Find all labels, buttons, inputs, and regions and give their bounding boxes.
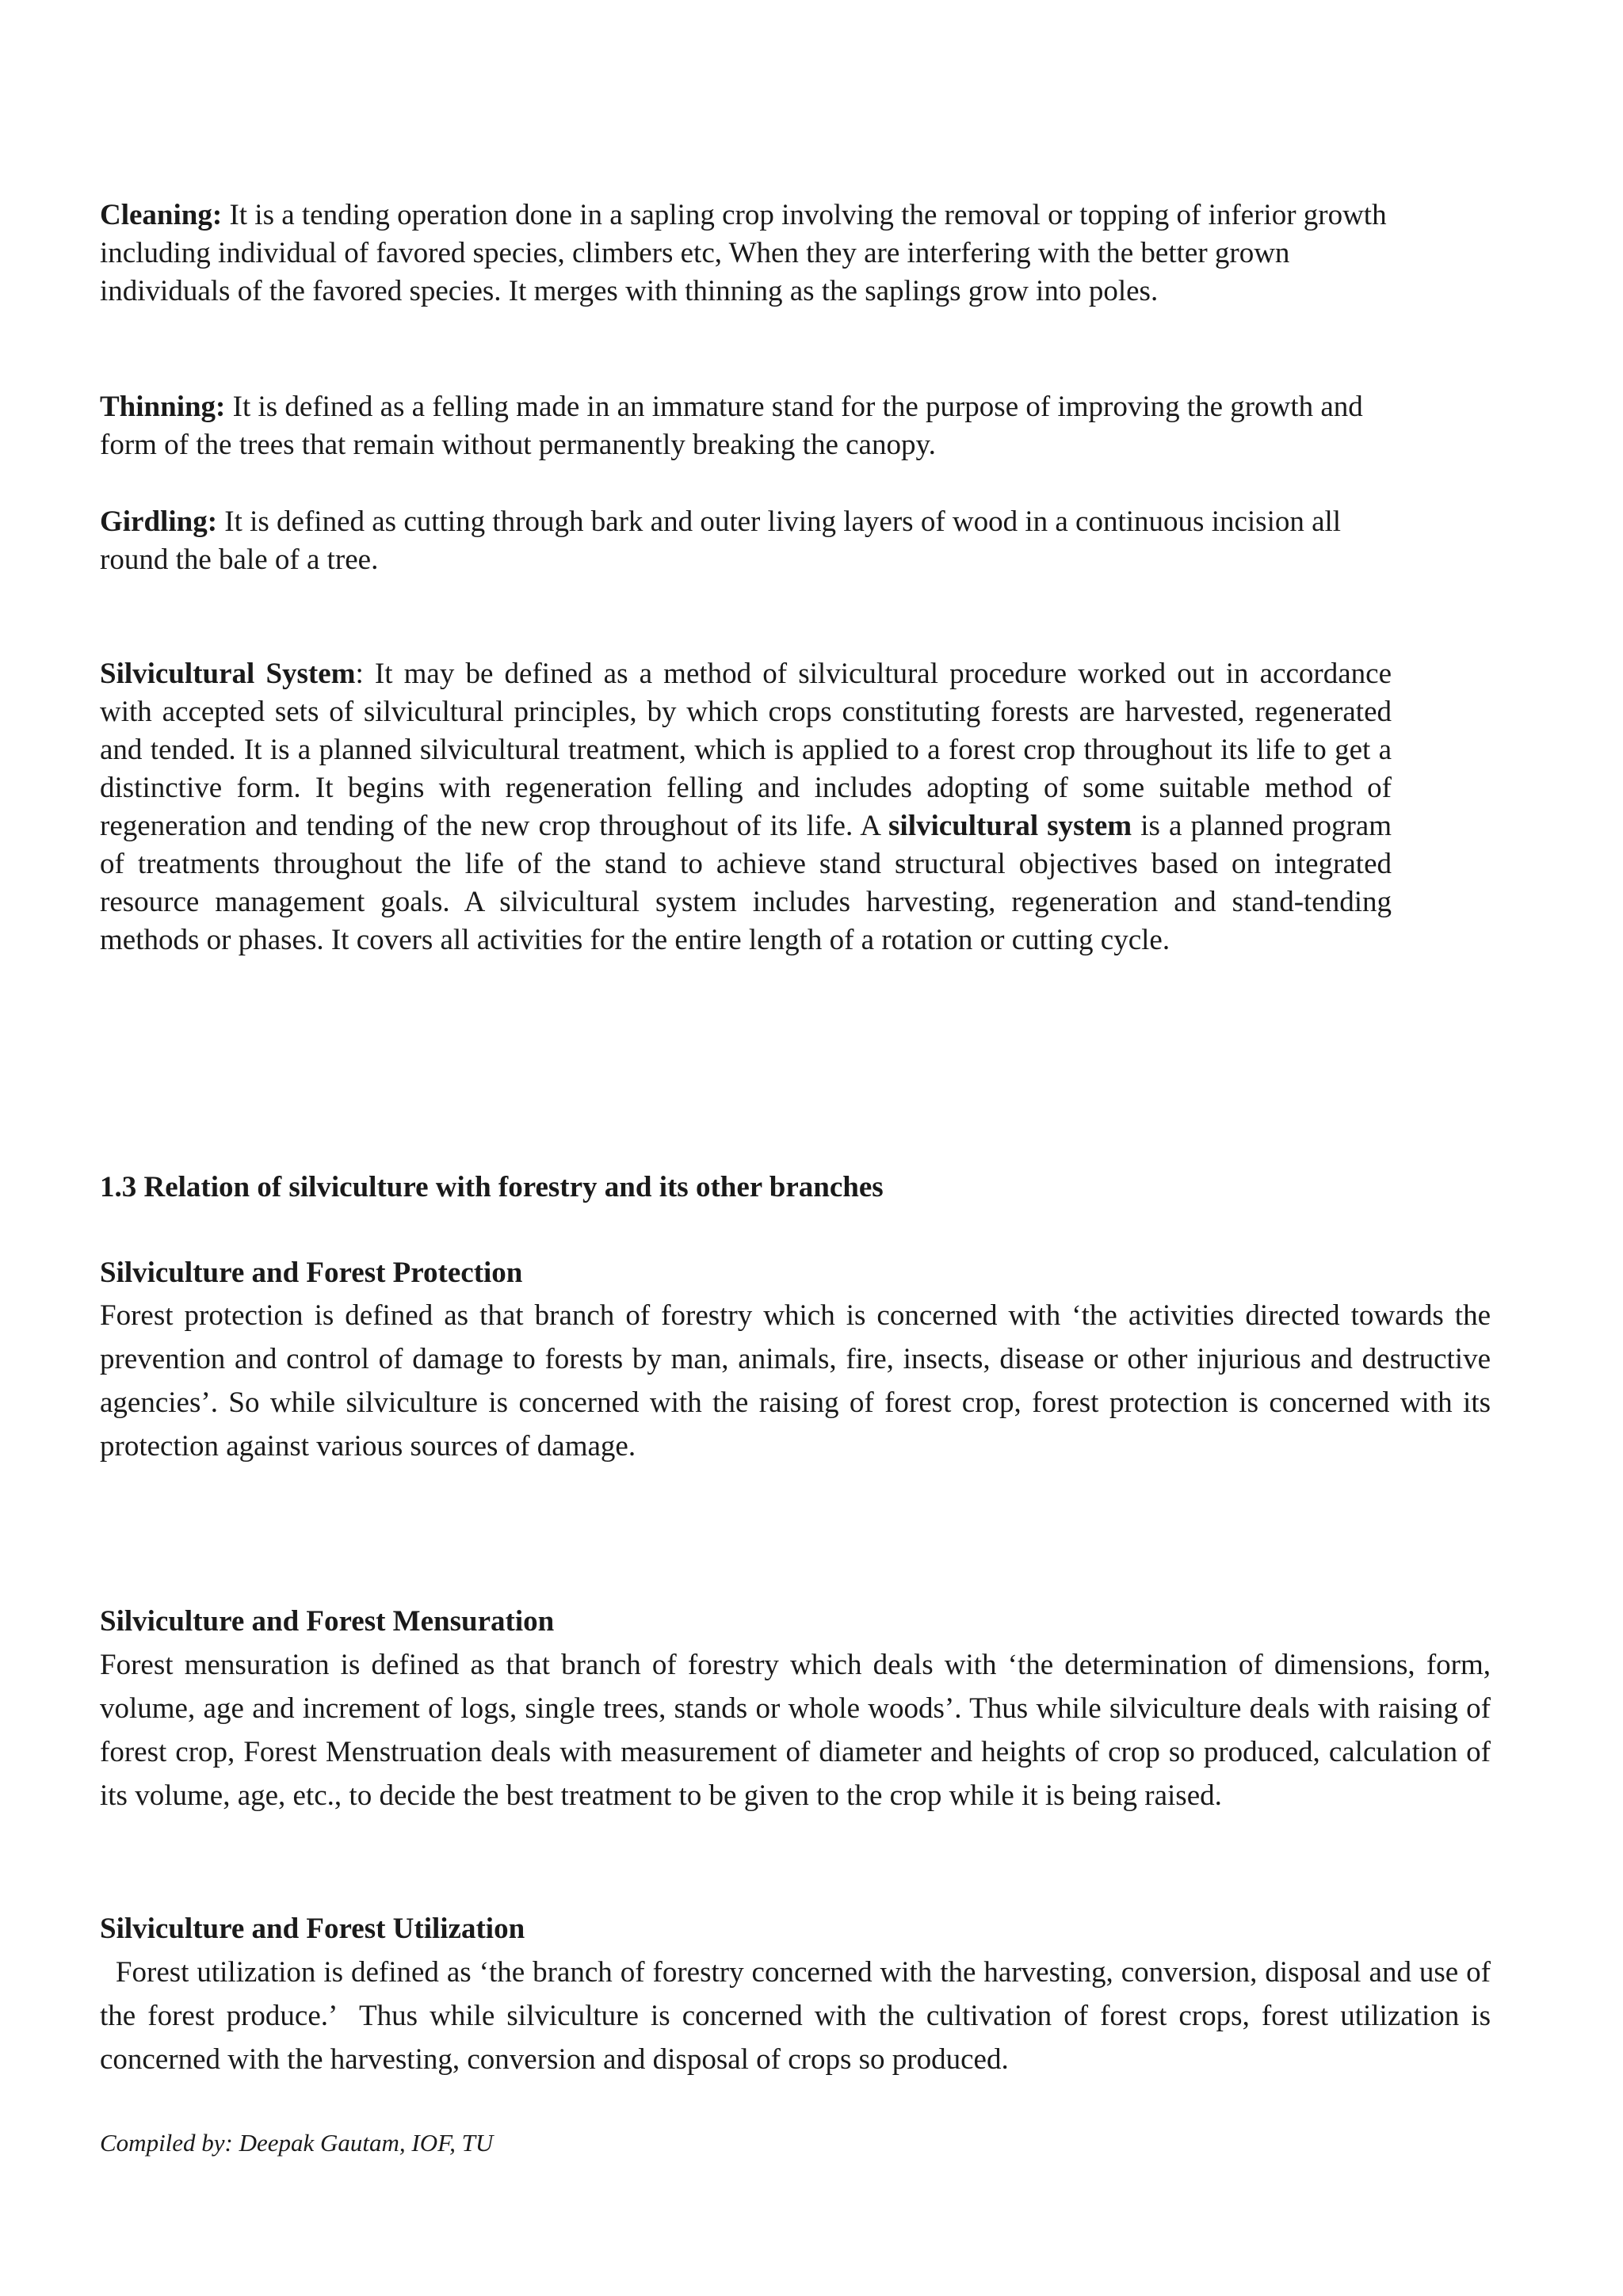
girdling-text: It is defined as cutting through bark and outer living layers of wood in a continuous incision all round the bale of a tree.: [100, 505, 1342, 576]
silvicultural-system-term-inline: silvicultural system: [888, 810, 1132, 842]
girdling-paragraph: [100, 503, 1392, 579]
footer-credit: Compiled by: Deepak Gautam, IOF, TU: [100, 2129, 494, 2157]
cleaning-text: It is a tending operation done in a sapling crop involving the removal or topping of inferior growth including individual of favored species, climbers etc, When they are interfering with the better grown individuals of the favored species. It merges with thinning as the saplings grow into poles.: [100, 199, 1387, 307]
protection-heading: Silviculture and Forest Protection: [100, 1257, 523, 1289]
girdling-term: Girdling:: [100, 505, 218, 538]
utilization-paragraph: Forest utilization is defined as ‘the branch of forestry concerned with the harvesting, conversion, disposal and use of the forest produce.’ Thus while silviculture is concerned with the cultivation of forest crops, forest utilization is concerned with the harvesting, conversion and disposal of crops so produced.: [100, 1956, 1499, 2076]
protection-paragraph: Forest protection is defined as that branch of forestry which is concerned with ‘the activities directed towards the prevention and control of damage to forests by man, animals, fire, insects, disease or other injurious and destructive agencies’. So while silviculture is concerned with the raising of forest crop, forest protection is concerned with its protection against various sources of damage.: [100, 1299, 1491, 1463]
silvicultural-system-text-2: is a planned program of treatments throughout the life of the stand to achieve stand structural objectives based on integrated resource management goals. A silvicultural system includes harvesting, regeneration and stand-tending methods or phases. It covers all activities for the entire length of a rotation or cutting cycle.: [100, 810, 1392, 956]
thinning-paragraph: [100, 388, 1392, 464]
silvicultural-system-text-1: : It may be defined as a method of silvicultural procedure worked out in accordance with accepted sets of silvicultural principles, by which crops constituting forests are harvested, regenerated and tended. It is a planned silvicultural treatment, which is applied to a forest crop throughout its life to get a distinctive form. It begins with regeneration felling and includes adopting of some suitable method of regeneration and tending of the new crop throughout of its life. A: [100, 658, 1392, 842]
cleaning-paragraph: [100, 196, 1392, 311]
cleaning-term: Cleaning:: [100, 199, 223, 231]
silvicultural-system-term: Silvicultural System: [100, 658, 356, 690]
utilization-heading: Silviculture and Forest Utilization: [100, 1913, 525, 1945]
thinning-term: Thinning:: [100, 391, 226, 423]
silvicultural-system-paragraph: [100, 655, 1392, 959]
mensuration-paragraph: Forest mensuration is defined as that branch of forestry which deals with ‘the determination of dimensions, form, volume, age and increment of logs, single trees, stands or whole woods’. Thus while silviculture deals with raising of forest crop, Forest Menstruation deals with measurement of diameter and heights of crop so produced, calculation of its volume, age, etc., to decide the best treatment to be given to the crop while it is being raised.: [100, 1649, 1491, 1812]
mensuration-heading: Silviculture and Forest Mensuration: [100, 1605, 555, 1638]
thinning-text: It is defined as a felling made in an immature stand for the purpose of improving the growth and form of the trees that remain without permanently breaking the canopy.: [100, 391, 1363, 461]
section-title: 1.3 Relation of silviculture with forestry and its other branches: [100, 1171, 884, 1203]
